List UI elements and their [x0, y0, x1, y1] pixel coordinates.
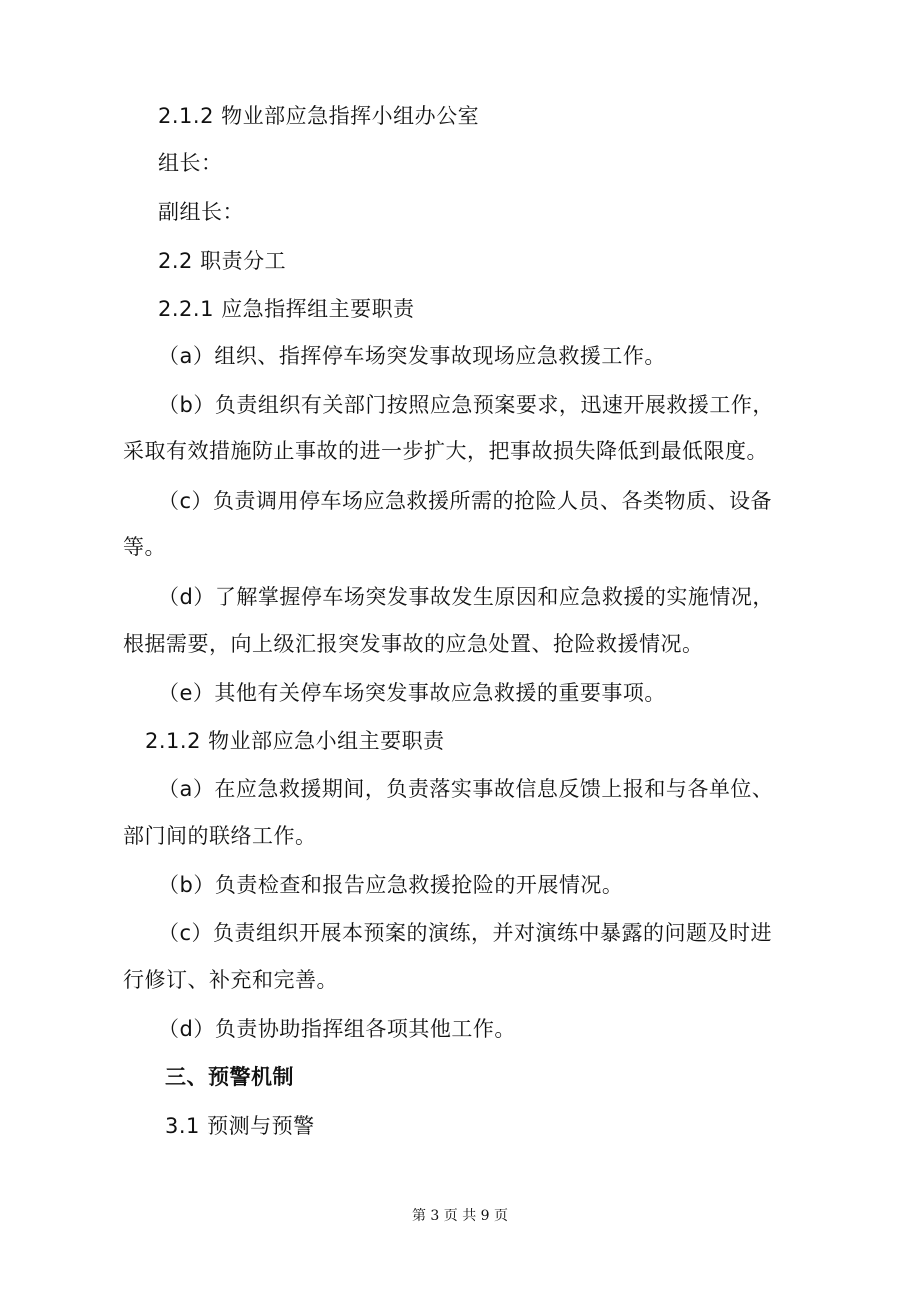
group-duty-c-line1: （c）负责组织开展本预案的演练，并对演练中暴露的问题及时进 [158, 921, 773, 945]
page-number-label: 第 3 页 共 9 页 [411, 1208, 509, 1224]
section-heading-group-duties: 2.1.2 物业部应急小组主要职责 [145, 729, 445, 753]
command-duty-b-line1: （b）负责组织有关部门按照应急预案要求，迅速开展救援工作， [158, 393, 774, 417]
section-heading-2-2-1: 2.2.1 应急指挥组主要职责 [158, 297, 415, 321]
group-duty-a-line2: 部门间的联络工作。 [123, 824, 317, 848]
command-duty-c-line1: （c）负责调用停车场应急救援所需的抢险人员、各类物质、设备 [158, 489, 773, 513]
command-duty-a: （a）组织、指挥停车场突发事故现场应急救援工作。 [158, 344, 666, 368]
group-duty-b: （b）负责检查和报告应急救援抢险的开展情况。 [158, 873, 624, 897]
leader-label: 组长： [158, 151, 223, 175]
command-duty-c-line2: 等。 [123, 535, 166, 559]
section-heading-2-1-2: 2.1.2 物业部应急指挥小组办公室 [158, 104, 480, 128]
page-footer [0, 1206, 920, 1226]
command-duty-e: （e）其他有关停车场突发事故应急救援的重要事项。 [158, 681, 666, 705]
command-duty-b-line2: 采取有效措施防止事故的进一步扩大，把事故损失降低到最低限度。 [123, 439, 768, 463]
group-duty-c-line2: 行修订、补充和完善。 [123, 968, 338, 992]
deputy-leader-label: 副组长： [158, 200, 244, 224]
section-heading-3: 三、预警机制 [165, 1065, 294, 1089]
section-heading-3-1: 3.1 预测与预警 [165, 1114, 315, 1138]
group-duty-d: （d）负责协助指挥组各项其他工作。 [158, 1017, 516, 1041]
group-duty-a-line1: （a）在应急救援期间，负责落实事故信息反馈上报和与各单位、 [158, 777, 774, 801]
command-duty-d-line2: 根据需要，向上级汇报突发事故的应急处置、抢险救援情况。 [123, 632, 704, 656]
section-heading-2-2: 2.2 职责分工 [158, 249, 287, 273]
command-duty-d-line1: （d）了解掌握停车场突发事故发生原因和应急救援的实施情况， [158, 585, 774, 609]
